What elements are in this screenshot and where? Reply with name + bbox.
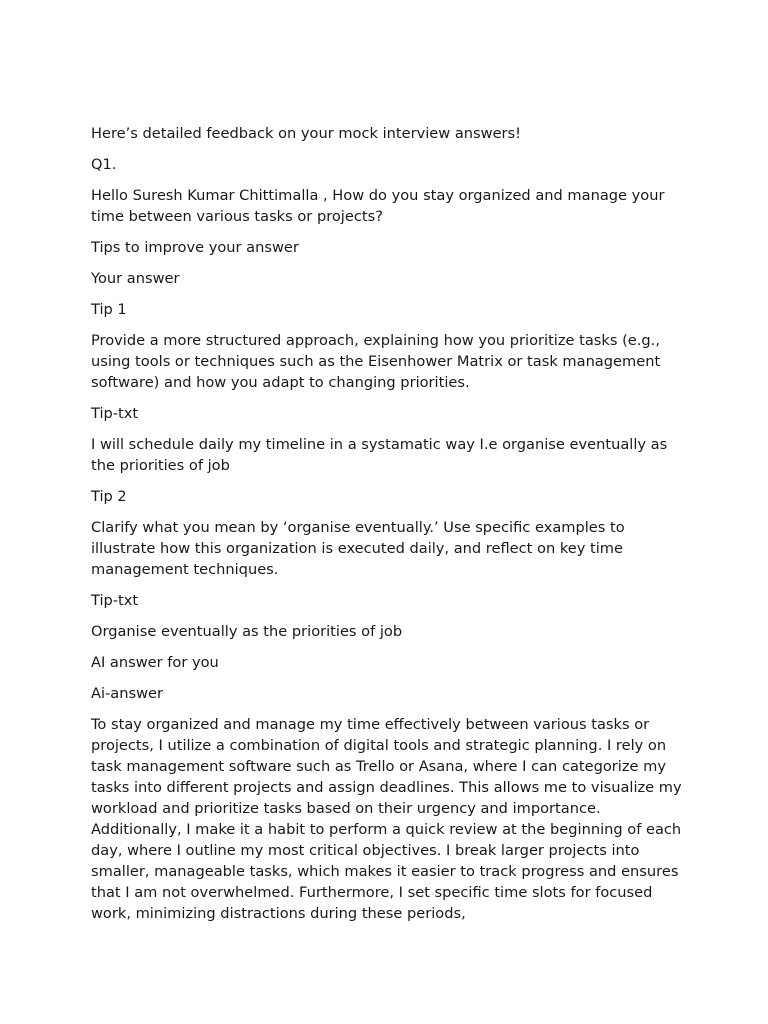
- tip-1-txt-label: Tip-txt: [91, 405, 139, 422]
- ai-heading: AI answer for you: [91, 654, 219, 671]
- question-text: Hello Suresh Kumar Chittimalla , How do you stay organized and manage your time between various tasks or projects?: [91, 187, 665, 225]
- ai-answer-label: Ai-answer: [91, 685, 164, 702]
- ai-answer-text: To stay organized and manage my time effectively between various tasks or projects, I utilize a combination of digital tools and strategic planning. I rely on task management software such as Trello or Asana, where I can categorize my tasks into different projects and assign deadlines. This allows me to visualize my workload and prioritize tasks based on their urgency and importance. Additionally, I make it a habit to perform a quick review at the beginning of each day, where I outline my most critical objectives. I break larger projects into smaller, manageable tasks, which makes it easier to track progress and ensures that I am not overwhelmed. Furthermore, I set specific time slots for focused work, minimizing distractions during these periods,: [91, 716, 682, 922]
- tip-2-quote: Organise eventually as the priorities of job: [91, 623, 403, 640]
- tip-2-txt-label: Tip-txt: [91, 592, 139, 609]
- document-body: [91, 123, 691, 934]
- tips-heading: Tips to improve your answer: [91, 239, 299, 256]
- your-answer-label: Your answer: [91, 270, 180, 287]
- intro-text: Here’s detailed feedback on your mock interview answers!: [91, 125, 522, 142]
- question-number: Q1.: [91, 156, 117, 173]
- tip-2-text: Clarify what you mean by ‘organise eventually.’ Use specific examples to illustrate how this organization is executed daily, and reflect on key time management techniques.: [91, 519, 625, 578]
- tip-1-label: Tip 1: [91, 301, 127, 318]
- tip-2-label: Tip 2: [91, 488, 127, 505]
- tip-1-text: Provide a more structured approach, explaining how you prioritize tasks (e.g., using tools or techniques such as the Eisenhower Matrix or task management software) and how you adapt to changing priorities.: [91, 332, 661, 391]
- tip-1-quote: I will schedule daily my timeline in a systamatic way I.e organise eventually as the priorities of job: [91, 436, 668, 474]
